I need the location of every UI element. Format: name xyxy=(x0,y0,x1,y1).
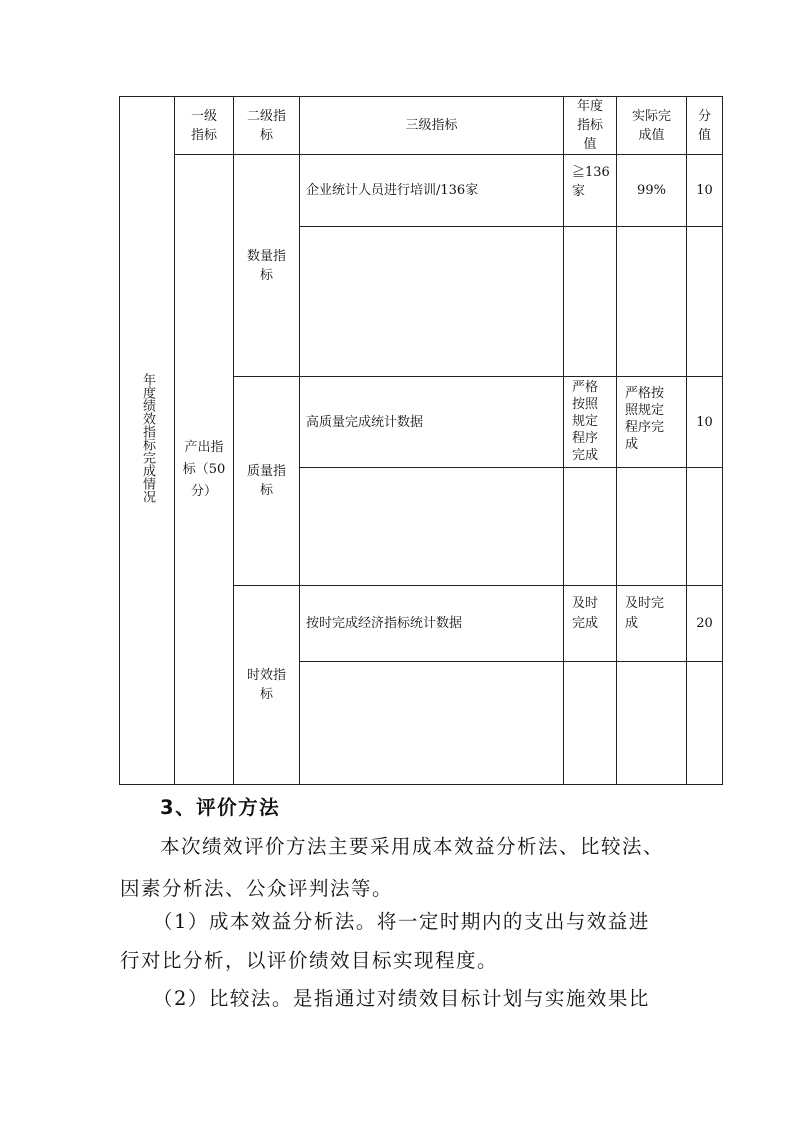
target-quantity-empty xyxy=(564,227,617,377)
level3-timeliness-empty xyxy=(300,662,564,785)
header-target: 年度指标值 xyxy=(564,97,617,155)
score-quality: 10 xyxy=(687,377,723,468)
paragraph-3-line-1: （2）比较法。是指通过对绩效目标计划与实施效果比 xyxy=(153,987,650,1010)
actual-timeliness: 及时完成 xyxy=(617,586,687,662)
header-level2: 二级指标 xyxy=(234,97,300,155)
header-score: 分值 xyxy=(687,97,723,155)
target-timeliness-empty xyxy=(564,662,617,785)
actual-quantity-empty xyxy=(617,227,687,377)
score-quantity: 10 xyxy=(687,155,723,227)
paragraph-2-line-2: 行对比分析，以评价绩效目标实现程度。 xyxy=(120,949,499,972)
paragraph-2-line-1: （1）成本效益分析法。将一定时期内的支出与效益进 xyxy=(153,910,650,933)
target-timeliness: 及时完成 xyxy=(564,586,617,662)
actual-quality-empty xyxy=(617,468,687,586)
actual-quantity: 99% xyxy=(617,155,687,227)
header-actual: 实际完成值 xyxy=(617,97,687,155)
target-quantity: ≧136家 xyxy=(564,155,617,227)
actual-timeliness-empty xyxy=(617,662,687,785)
section-label: 年度绩效指标完成情况 xyxy=(140,372,155,503)
level3-quantity-empty xyxy=(300,227,564,377)
score-quantity-empty xyxy=(687,227,723,377)
level3-timeliness: 按时完成经济指标统计数据 xyxy=(300,586,564,662)
section-heading: 3、评价方法 xyxy=(160,796,281,819)
level3-quality: 高质量完成统计数据 xyxy=(300,377,564,468)
paragraph-1-line-1: 本次绩效评价方法主要采用成本效益分析法、比较法、 xyxy=(160,835,665,858)
level2-quantity: 数量指标 xyxy=(234,155,300,377)
level2-timeliness: 时效指标 xyxy=(234,586,300,785)
level3-quantity: 企业统计人员进行培训/136家 xyxy=(300,155,564,227)
header-level3: 三级指标 xyxy=(300,97,564,155)
target-quality: 严格按照规定程序完成 xyxy=(564,377,617,468)
level3-quality-empty xyxy=(300,468,564,586)
score-timeliness-empty xyxy=(687,662,723,785)
section-label-cell xyxy=(120,97,175,785)
level1-cell xyxy=(175,155,234,785)
paragraph-1-line-2: 因素分析法、公众评判法等。 xyxy=(120,877,394,900)
actual-quality: 严格按照规定程序完成 xyxy=(617,377,687,468)
level1-item: 产出指标（50分） xyxy=(182,439,226,499)
score-timeliness: 20 xyxy=(687,586,723,662)
performance-table xyxy=(119,96,723,785)
header-level1: 一级指标 xyxy=(175,97,234,155)
target-quality-empty xyxy=(564,468,617,586)
level2-quality: 质量指标 xyxy=(234,377,300,586)
score-quality-empty xyxy=(687,468,723,586)
